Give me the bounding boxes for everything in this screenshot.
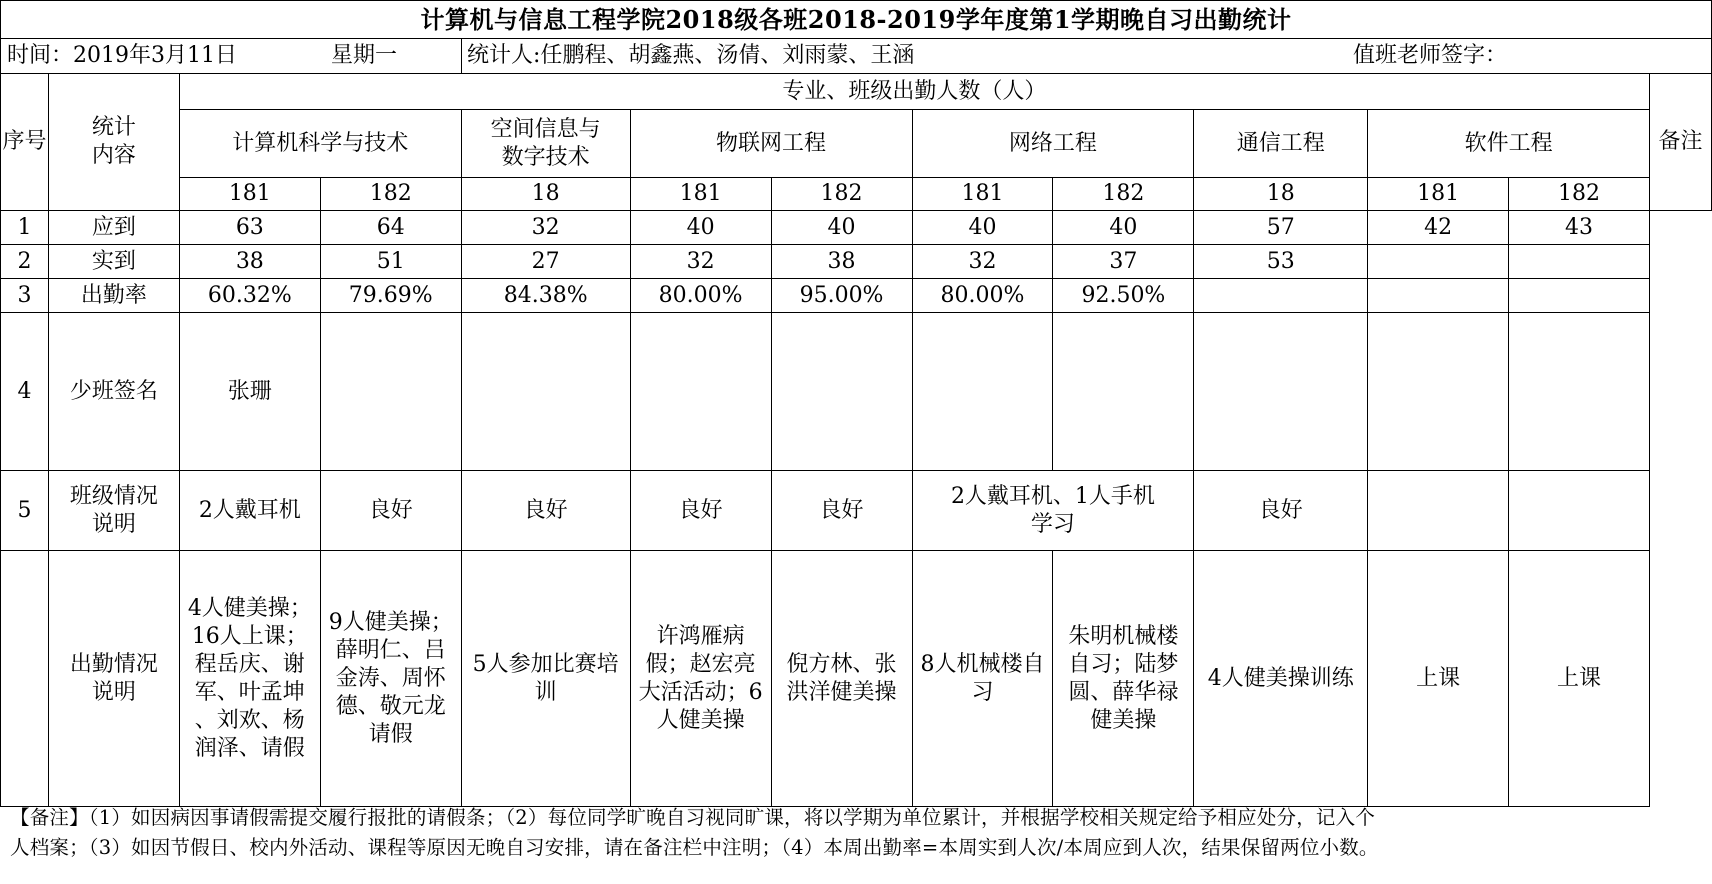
major-space-line1: 空间信息与 [490, 116, 601, 142]
table-row [1, 551, 1712, 807]
note-line: 自习；陆梦 [1068, 651, 1179, 677]
note-line: 上课 [1557, 665, 1602, 691]
row-label-line2: 说明 [91, 679, 136, 705]
note-line: 洪洋健美操 [786, 679, 897, 705]
status-net-line2: 学习 [1030, 511, 1075, 537]
data-cell: 92.50% [1053, 279, 1194, 313]
major-net: 网络工程 [912, 110, 1194, 178]
row-seq: 5 [1, 471, 49, 551]
class-number: 181 [630, 178, 771, 211]
status-cell: 良好 [320, 471, 461, 551]
note-cell [912, 551, 1053, 807]
data-cell: 79.69% [320, 279, 461, 313]
remark-header: 备注 [1650, 74, 1712, 211]
note-line: 大活活动；6 [638, 679, 763, 705]
data-cell: 53 [1194, 245, 1368, 279]
row-seq: 1 [1, 211, 49, 245]
date-label: 时间：2019年3月11日 [7, 43, 237, 68]
data-cell: 95.00% [771, 279, 912, 313]
note-line: 圆、薛华禄 [1068, 679, 1179, 705]
note-line: 16人上课； [191, 623, 308, 649]
data-cell: 60.32% [179, 279, 320, 313]
note-line: 5人参加比赛培 [472, 651, 619, 677]
info-divider [461, 39, 462, 73]
note-line: 薛明仁、吕 [335, 637, 446, 663]
note-cell [179, 551, 320, 807]
major-cs: 计算机科学与技术 [179, 110, 461, 178]
note-line: 润泽、请假 [194, 735, 305, 761]
table-row [1, 313, 1712, 471]
status-cell: 良好 [630, 471, 771, 551]
footnotes [0, 803, 1712, 863]
weekday-label: 星期一 [331, 43, 398, 68]
status-cell: 良好 [1194, 471, 1368, 551]
note-line: 训 [534, 679, 557, 705]
note-line: 假；赵宏亮 [645, 651, 756, 677]
major-space [461, 110, 630, 178]
data-cell: 84.38% [461, 279, 630, 313]
info-row [0, 38, 1712, 74]
group-header: 专业、班级出勤人数（人） [179, 74, 1649, 110]
row-seq [1, 551, 49, 807]
row-seq: 4 [1, 313, 49, 471]
row-label [48, 471, 179, 551]
status-cell: 良好 [771, 471, 912, 551]
data-cell: 51 [320, 245, 461, 279]
signature-cell [461, 313, 630, 471]
note-cell [771, 551, 912, 807]
class-number: 181 [179, 178, 320, 211]
footnote-line1: 【备注】（1）如因病因事请假需提交履行报批的请假条；（2）每位同学旷晚自习视同旷课，将以学期为单位累计，并根据学校相关规定给予相应处分，记入个 [10, 806, 1376, 829]
data-cell: 40 [630, 211, 771, 245]
note-cell [1509, 551, 1650, 807]
data-cell: 32 [461, 211, 630, 245]
note-line: 金涛、周怀 [335, 665, 446, 691]
row-label-line1: 出勤情况 [69, 651, 158, 677]
data-cell: 32 [912, 245, 1053, 279]
data-cell: 80.00% [912, 279, 1053, 313]
data-cell: 32 [630, 245, 771, 279]
major-soft: 软件工程 [1368, 110, 1650, 178]
class-number: 182 [320, 178, 461, 211]
signature-cell [1053, 313, 1194, 471]
data-cell: 57 [1194, 211, 1368, 245]
data-cell: 43 [1509, 211, 1650, 245]
row-label [48, 551, 179, 807]
note-line: 请假 [368, 721, 413, 747]
row-label-line2: 说明 [91, 511, 136, 537]
data-cell: 40 [1053, 211, 1194, 245]
note-line: 8人机械楼自 [920, 651, 1045, 677]
data-cell [1509, 279, 1650, 313]
row-label-line1: 班级情况 [69, 483, 158, 509]
row-label: 少班签名 [48, 313, 179, 471]
data-cell: 38 [771, 245, 912, 279]
status-cell [1368, 471, 1509, 551]
row-label: 出勤率 [48, 279, 179, 313]
signature-cell [320, 313, 461, 471]
row-seq: 2 [1, 245, 49, 279]
data-cell [1368, 245, 1509, 279]
status-net-line1: 2人戴耳机、1人手机 [950, 483, 1155, 509]
note-cell [1053, 551, 1194, 807]
teacher-sign-label: 值班老师签字： [1353, 43, 1508, 68]
row-label: 应到 [48, 211, 179, 245]
class-number: 18 [461, 178, 630, 211]
signature-cell [1368, 313, 1509, 471]
table-row [1, 211, 1712, 245]
data-cell: 38 [179, 245, 320, 279]
note-line: 德、敬元龙 [335, 693, 446, 719]
remark-empty [1650, 211, 1712, 807]
data-cell: 64 [320, 211, 461, 245]
note-cell [320, 551, 461, 807]
signature-cell [1509, 313, 1650, 471]
content-header-line1: 统计 [91, 115, 136, 140]
content-header [48, 74, 179, 211]
note-cell [461, 551, 630, 807]
class-number: 182 [771, 178, 912, 211]
data-cell [1509, 245, 1650, 279]
note-line: 、刘欢、杨 [194, 707, 305, 733]
note-line: 习 [971, 679, 994, 705]
data-cell: 80.00% [630, 279, 771, 313]
row-label: 实到 [48, 245, 179, 279]
note-line: 上课 [1416, 665, 1461, 691]
status-cell: 良好 [461, 471, 630, 551]
data-cell: 40 [771, 211, 912, 245]
class-number: 181 [1368, 178, 1509, 211]
attendance-table [0, 73, 1712, 807]
table-row [1, 471, 1712, 551]
signature-cell [912, 313, 1053, 471]
major-comm: 通信工程 [1194, 110, 1368, 178]
data-cell: 37 [1053, 245, 1194, 279]
data-cell [1368, 279, 1509, 313]
note-line: 程岳庆、谢 [194, 651, 305, 677]
note-line: 4人健美操训练 [1207, 665, 1354, 691]
data-cell: 27 [461, 245, 630, 279]
class-number: 182 [1509, 178, 1650, 211]
status-cell: 2人戴耳机 [179, 471, 320, 551]
seq-header: 序号 [1, 74, 49, 211]
table-row [1, 245, 1712, 279]
signature-cell [1194, 313, 1368, 471]
note-line: 健美操 [1090, 707, 1157, 733]
footnote-line2: 人档案；（3）如因节假日、校内外活动、课程等原因无晚自习安排，请在备注栏中注明；（4）本周出勤率=本周实到人次/本周应到人次，结果保留两位小数。 [10, 836, 1379, 859]
data-cell: 63 [179, 211, 320, 245]
status-cell [1509, 471, 1650, 551]
class-number: 18 [1194, 178, 1368, 211]
sheet-title: 计算机与信息工程学院2018级各班2018-2019学年度第1学期晚自习出勤统计 [0, 0, 1712, 38]
major-space-line2: 数字技术 [501, 144, 590, 170]
note-line: 许鸿雁病 [656, 623, 745, 649]
note-line: 9人健美操； [328, 609, 453, 635]
note-line: 朱明机械楼 [1068, 623, 1179, 649]
note-cell [1194, 551, 1368, 807]
status-cell [912, 471, 1194, 551]
table-row [1, 279, 1712, 313]
content-header-line2: 内容 [91, 143, 136, 168]
note-line: 军、叶孟坤 [194, 679, 305, 705]
note-line: 人健美操 [656, 707, 745, 733]
data-cell [1194, 279, 1368, 313]
note-line: 倪方林、张 [786, 651, 897, 677]
note-cell [1368, 551, 1509, 807]
signature-cell [630, 313, 771, 471]
class-number: 182 [1053, 178, 1194, 211]
major-iot: 物联网工程 [630, 110, 912, 178]
data-cell: 42 [1368, 211, 1509, 245]
class-number: 181 [912, 178, 1053, 211]
note-cell [630, 551, 771, 807]
data-cell: 40 [912, 211, 1053, 245]
signature-cell: 张珊 [179, 313, 320, 471]
row-seq: 3 [1, 279, 49, 313]
signature-cell [771, 313, 912, 471]
stat-people-label: 统计人:任鹏程、胡鑫燕、汤倩、刘雨蒙、王涵 [467, 43, 915, 68]
note-line: 4人健美操； [187, 595, 312, 621]
